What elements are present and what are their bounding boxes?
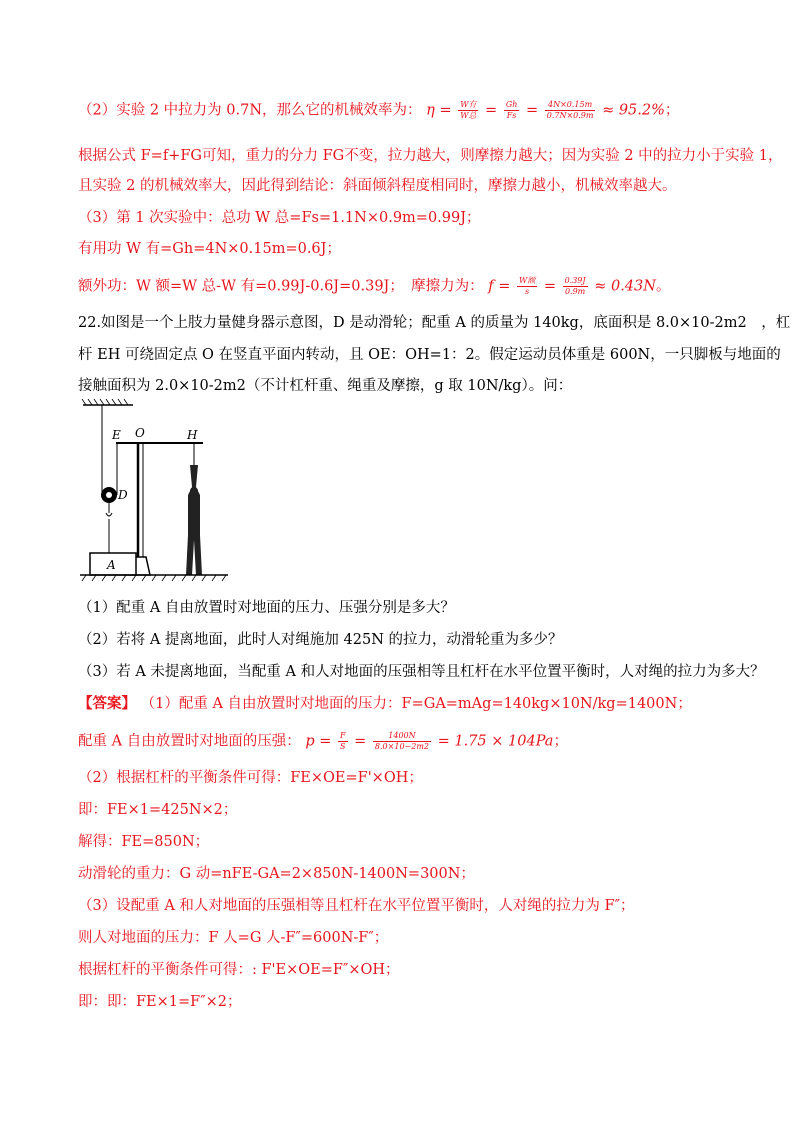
- p-symbol: p: [305, 733, 315, 750]
- frac-num: F: [339, 731, 346, 740]
- equals-sign: =: [319, 733, 332, 750]
- answer-3-line-3: 根据杠杆的平衡条件可得：: F'E×OE=F″×OH；: [78, 962, 400, 978]
- answer-1-force: [78, 694, 692, 714]
- frac-num: W有: [460, 100, 477, 109]
- frac-num: 4N×0.15m: [545, 100, 596, 111]
- answer-3-line-2: 则人对地面的压力：F 人=G 人-F″=600N-F″；: [78, 930, 389, 946]
- equals-sign: =: [439, 102, 452, 119]
- answer-2-line-3: 解得：FE=850N；: [78, 834, 210, 850]
- frac-den: S: [340, 742, 346, 751]
- punct: ；: [664, 102, 680, 119]
- sub-question-1: （1）配重 A 自由放置时对地面的压力、压强分别是多大？: [78, 600, 455, 616]
- answer-2-line-4: 动滑轮的重力：G 动=nFE-GA=2×850N-1400N=300N；: [78, 866, 475, 882]
- fraction-gh-fs: [504, 100, 520, 121]
- question-22-line-2: 杆 EH 可绕固定点 O 在竖直平面内转动，且 OE：OH=1：2。假定运动员体重是 600N，一只脚板与地面的: [78, 347, 781, 363]
- frac-den: 0.7N×0.9m: [546, 111, 594, 120]
- friction-result: ≈ 0.43N: [594, 278, 656, 295]
- answer-3-line-1: （3）设配重 A 和人对地面的压强相等且杠杆在水平位置平衡时，人对绳的拉力为 F″；: [78, 898, 635, 914]
- answer-1-pressure: 配重 A 自由放置时对地面的压强： p = $\frac{F}{S}$ = $\frac{1400N}{8.0\times 10-2m2}$ = 1.75 × 104Pa；: [78, 731, 568, 751]
- answer-2-line-2: 即：FE×1=425N×2；: [78, 802, 238, 818]
- f-symbol: f: [488, 278, 494, 295]
- pressure-prefix: 配重 A 自由放置时对地面的压强：: [78, 733, 301, 750]
- frac-num: Gh: [505, 100, 518, 109]
- punct: ；: [553, 733, 568, 750]
- solution-2-efficiency: （2）实验 2 中拉力为 0.7N，那么它的机械效率为： η = $\frac{\text{W有}}{\text{W总}}$ = $\frac{Gh}{Fs}$ = $\frac{4N\times 0.15m}{0.7N\times 0.9m}$ ≈ 95.2%；: [78, 100, 680, 120]
- fraction-friction-values: [563, 276, 588, 297]
- label-h: H: [187, 428, 198, 442]
- extra-work-prefix: 额外功：W 额=W 总-W 有=0.99J-0.6J=0.39J； 摩擦力为：: [78, 278, 484, 295]
- sub-question-3: （3）若 A 未提离地面，当配重 A 和人对地面的压强相等且杠杆在水平位置平衡时，人对绳的拉力为多大？: [78, 664, 765, 680]
- frac-den: Fs: [506, 111, 517, 120]
- sub-question-2: （2）若将 A 提离地面，此时人对绳施加 425N 的拉力，动滑轮重为多少？: [78, 632, 563, 648]
- frac-num: 1400N: [373, 731, 431, 742]
- label-e: E: [112, 428, 121, 442]
- efficiency-prefix: （2）实验 2 中拉力为 0.7N，那么它的机械效率为：: [78, 102, 422, 119]
- frac-num: W额: [518, 276, 536, 285]
- label-o: O: [135, 426, 145, 440]
- fraction-pressure-values: [373, 731, 431, 752]
- diagram-svg: [78, 395, 288, 590]
- solution-3-useful-work: 有用功 W 有=Gh=4N×0.15m=0.6J；: [78, 241, 341, 257]
- fitness-machine-diagram: [78, 395, 278, 610]
- solution-2-reasoning-2: 且实验 2 的机械效率大，因此得到结论：斜面倾斜程度相同时，摩擦力越小，机械效率越大。: [78, 178, 677, 194]
- punct: 。: [655, 278, 671, 295]
- frac-den: s: [525, 287, 530, 296]
- solution-3-extra-work: 额外功：W 额=W 总-W 有=0.99J-0.6J=0.39J； 摩擦力为： f = $\frac{\text{W额}}{s}$ = $\frac{0.39J}{0.9m}$ ≈ 0.43N。: [78, 276, 671, 296]
- question-22-line-3: 接触面积为 2.0×10-2m2（不计杠杆重、绳重及摩擦，g 取 10N/kg）。问：: [78, 378, 573, 394]
- pressure-result: = 1.75 × 104Pa: [437, 733, 554, 750]
- fraction-f-s: [338, 731, 348, 752]
- frac-den: 8.0×10−2m2: [374, 742, 429, 751]
- frac-num: 0.39J: [564, 276, 586, 285]
- answer-1-text: （1）配重 A 自由放置时对地面的压力：F=GA=mAg=140kg×10N/kg=1400N；: [140, 696, 692, 712]
- fraction-values: [545, 100, 596, 121]
- equals-sign: =: [498, 278, 511, 295]
- answer-3-line-4: 即：即：FE×1=F″×2；: [78, 994, 242, 1010]
- label-a: A: [107, 558, 116, 572]
- solution-3-total-work: （3）第 1 次实验中：总功 W 总=Fs=1.1N×0.9m=0.99J；: [78, 210, 481, 226]
- label-d: D: [118, 488, 128, 502]
- answer-2-line-1: （2）根据杠杆的平衡条件可得：FE×OE=F'×OH；: [78, 770, 423, 786]
- question-22-line-1: 22.如图是一个上肢力量健身器示意图，D 是动滑轮；配重 A 的质量为 140kg，底面积是 8.0×10-2m2 ，杠: [78, 315, 791, 331]
- efficiency-result: ≈ 95.2%: [602, 102, 665, 119]
- answer-tag: 【答案】: [78, 695, 136, 712]
- solution-2-reasoning-1: 根据公式 F=f+FG可知，重力的分力 FG不变，拉力越大，则摩擦力越大；因为实验 2 中的拉力小于实验 1，: [78, 148, 783, 164]
- fraction-wextra-s: [517, 276, 537, 297]
- eta-symbol: η: [426, 102, 435, 119]
- frac-den: 0.9m: [564, 287, 586, 296]
- fraction-wyou-wzong: [458, 100, 478, 121]
- frac-den: W总: [460, 111, 477, 120]
